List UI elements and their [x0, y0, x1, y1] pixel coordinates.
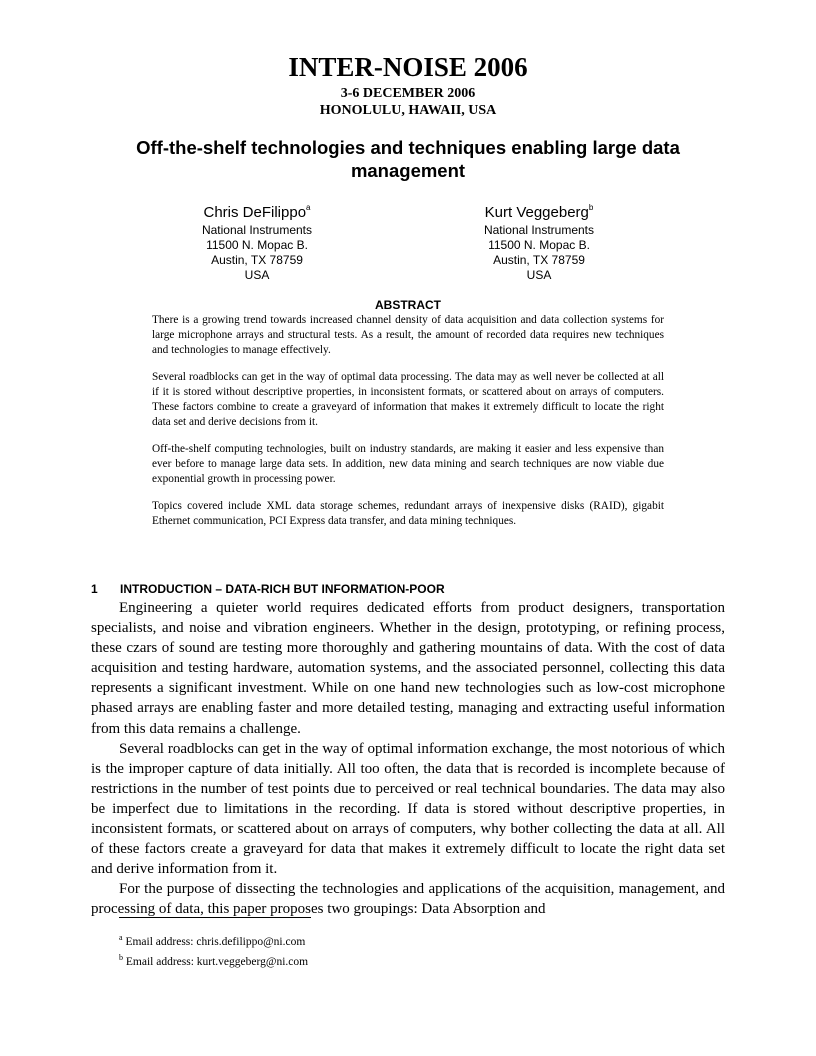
author-street: 11500 N. Mopac B.: [206, 238, 308, 252]
conference-dates: 3-6 DECEMBER 2006: [340, 86, 476, 101]
abstract-paragraph: There is a growing trend towards increased channel density of data acquisition and data collection systems for large microphone arrays and structural tests. As a result, the amount of recorded data requires new techniques and technologies to manage effectively.: [152, 314, 664, 356]
author-block-2: [439, 198, 639, 283]
author-country: USA: [244, 268, 270, 282]
footnote-mark: a: [119, 933, 123, 942]
body-paragraph: Several roadblocks can get in the way of optimal information exchange, the most notorious of which is the improper capture of data initially. All too often, the data that is recorded is incomplete because of restrictions in the number of test points due to perceived or real technical boundaries. The data may also be imperfect due to limitations in the recording. If data is stored without descriptive properties, in inconsistent formats, or scattered about on arrays of computers, why bother collecting the data at all. All of these factors create a graveyard for data that makes it extremely difficult to locate the right data set and derive information from it.: [91, 740, 725, 878]
footnote-email-text: Email address: kurt.veggeberg@ni.com: [125, 956, 309, 968]
conference-title: INTER-NOISE 2006: [288, 52, 528, 82]
footnote-divider: [119, 917, 311, 918]
abstract-heading: ABSTRACT: [375, 298, 441, 312]
section-number: 1: [91, 582, 98, 596]
author-country: USA: [526, 268, 552, 282]
body-paragraph: For the purpose of dissecting the technologies and applications of the acquisition, management, and processing of data, this paper proposes two groupings: Data Absorption and: [91, 881, 725, 918]
author-organization: National Instruments: [201, 223, 313, 237]
footnote-mark: b: [119, 953, 123, 962]
author-block-1: [157, 198, 357, 283]
footnotes: [119, 930, 519, 970]
section-title: INTRODUCTION – DATA-RICH BUT INFORMATION-POOR: [120, 582, 445, 596]
section-body: [91, 598, 725, 920]
author-name: Kurt Veggeberg$^b$: [484, 203, 594, 221]
author-city: Austin, TX 78759: [211, 253, 303, 267]
author-street: 11500 N. Mopac B.: [488, 238, 590, 252]
conference-location: HONOLULU, HAWAII, USA: [319, 103, 497, 118]
section-heading: [91, 582, 445, 596]
footnote-email-text: Email address: chris.defilippo@ni.com: [125, 936, 306, 948]
author-footnote-mark: a: [306, 203, 311, 212]
footnote-item: [119, 950, 519, 970]
abstract-paragraph: Off-the-shelf computing technologies, built on industry standards, are making it easier and less expensive than ever before to manage large data sets. In addition, new data mining and search techniques are now viable due exponential growth in processing power.: [152, 443, 664, 485]
author-city: Austin, TX 78759: [493, 253, 585, 267]
paper-title: Off-the-shelf technologies and techniques enabling large data management: [136, 137, 680, 181]
body-paragraph: Engineering a quieter world requires dedicated efforts from product designers, transportation specialists, and noise and vibration engineers. Whether in the design, prototyping, or refining process, these czars of sound are testing more thoroughly and gathering mountains of data. With the cost of data acquisition and testing hardware, automation systems, and the associated personnel, collecting this data represents a significant investment. While on one hand new technologies such as low-cost microphone phased arrays are enabling faster and more detailed testing, managing and extracting useful information from this data remains a challenge.: [91, 600, 725, 737]
abstract-paragraph: Several roadblocks can get in the way of optimal data processing. The data may as well never be collected at all if it is stored without descriptive properties, in inconsistent formats, or scattered about on arrays of computers. These factors combine to create a graveyard of information that makes it extremely difficult to locate the right data set and derive decisions from it.: [152, 371, 664, 428]
author-name: Chris DeFilippo$^a$: [203, 203, 311, 221]
author-footnote-mark: b: [588, 203, 594, 212]
abstract-body: [152, 313, 664, 541]
footnote-item: [119, 930, 519, 950]
abstract-paragraph: Topics covered include XML data storage schemes, redundant arrays of inexpensive disks (RAID), gigabit Ethernet communication, PCI Express data transfer, and data mining techniques.: [152, 500, 664, 527]
author-organization: National Instruments: [483, 223, 595, 237]
